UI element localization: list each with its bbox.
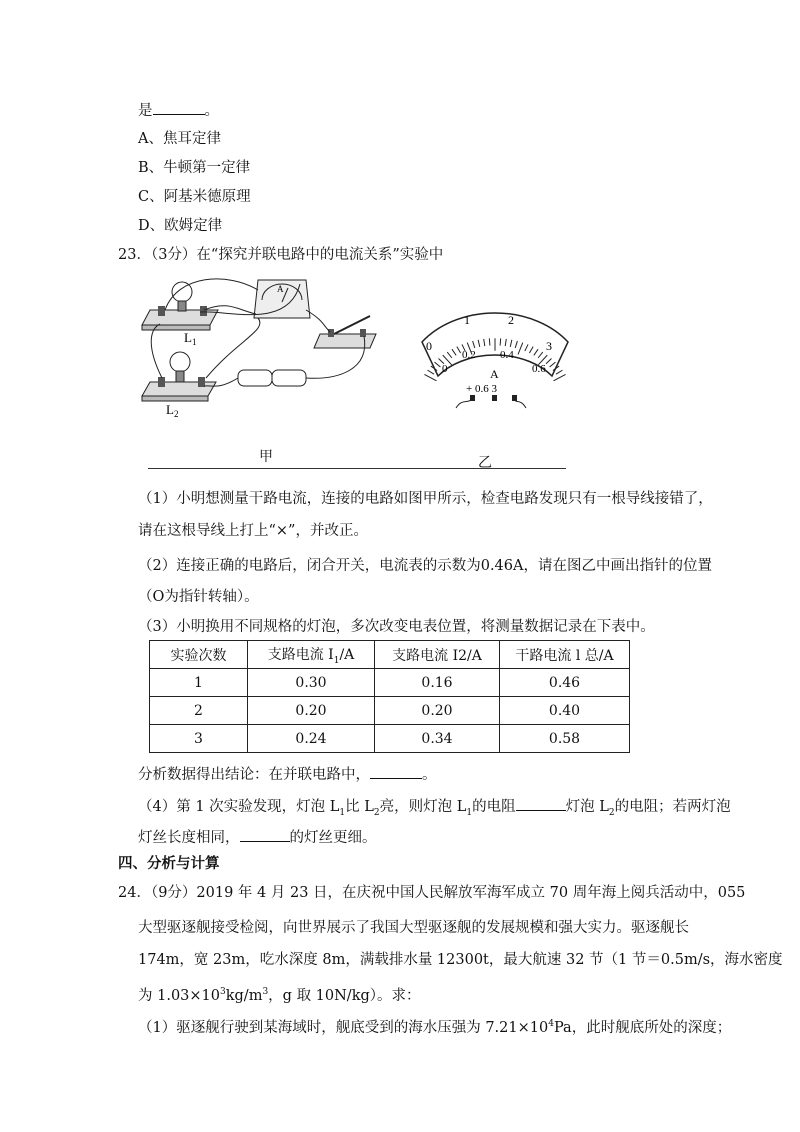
table-cell: 0.20 [248,697,375,725]
q24-l4: 为 $1.03\times 10^3kg/m^3$，g 取 10N/kg）。求： [138,987,421,1004]
table-cell: 2 [150,697,248,725]
table-cell: 0.24 [248,725,375,753]
scale-bottom-3: 0.6 [532,363,546,375]
q23-p1a: （1）小明想测量干路电流，连接的电路如图甲所示，检查电路发现只有一根导线接错了， [138,491,713,507]
q22-tail-text: 是 [138,103,153,119]
scale-bottom-1: 0.2 [462,349,476,361]
scale-bottom-2: 0.4 [500,349,514,361]
scale-top-0: 0 [426,339,432,353]
table-row [150,669,630,697]
table-header-row [150,641,630,669]
conclusion-text: 分析数据得出结论：在并联电路中， [138,767,370,783]
table-cell: 0.34 [375,725,500,753]
q23-p4a: （4）第 1 次实验发现，灯泡 $L_1$比 $L_2$亮，则灯泡 $L_1$的电阻 灯泡 $L_2$的电阻；若两灯泡 [138,796,731,823]
meter-terminals: + 0.6 3 [466,383,497,395]
scale-top-3: 3 [546,339,552,353]
option-b: B、牛顿第一定律 [138,160,251,176]
table-row [150,697,630,725]
table-header: 支路电流 $I_1/A$ [248,641,375,669]
scale-tick [554,374,566,380]
circuit-diagram [138,270,398,430]
q23-p2b: （O为指针转轴）。 [138,589,259,605]
scale-top-2: 2 [508,313,514,327]
table-header: 干路电流 l 总/A [500,641,630,669]
table-cell: 1 [150,669,248,697]
l1-label: $L_1$ [184,330,197,347]
scale-tick [427,370,434,374]
scale-bottom-0: 0 [442,363,448,375]
table-cell: 0.16 [375,669,500,697]
table-header: 支路电流 I2/A [375,641,500,669]
table-cell: 0.58 [500,725,630,753]
q22-tail-end: 。 [204,103,219,119]
q24-l3: 174m，宽 23m，吃水深度 8m，满载排水量 12300t，最大航速 32 节（1 节＝0.5m/s，海水密度 [138,952,783,968]
q23-p4b: 灯丝长度相同， 的灯丝更细。 [138,827,377,848]
answer-blank[interactable] [240,827,290,842]
table-header: 实验次数 [150,641,248,669]
table-row [150,725,630,753]
table-cell: 0.30 [248,669,375,697]
ammeter-dial [416,300,576,420]
conclusion-end: 。 [422,767,437,783]
q23-p1b: 请在这根导线上打上“×”，并改正。 [138,523,368,539]
scale-tick [500,338,501,345]
data-table [149,640,630,753]
meter-letter: A [490,367,499,381]
scale-top-1: 1 [464,313,470,327]
l2-label: $L_2$ [166,402,179,419]
answer-blank[interactable] [153,100,205,115]
scale-tick [556,370,563,374]
option-c: C、阿基米德原理 [138,189,251,205]
q23-p2a: （2）连接正确的电路后，闭合开关，电流表的示数为0.46A，请在图乙中画出指针的位置 [138,558,712,574]
q23-p3: （3）小明换用不同规格的灯泡，多次改变电表位置，将测量数据记录在下表中。 [138,619,655,635]
q23-conclusion [138,764,437,785]
q24-l2: 大型驱逐舰接受检阅，向世界展示了我国大型驱逐舰的发展规模和强大实力。驱逐舰长 [138,920,689,936]
option-a: A、焦耳定律 [138,131,221,147]
scale-tick [489,338,490,345]
q24-l1: 24．（9分）2019 年 4 月 23 日，在庆祝中国人民解放军海军成立 70 周年海上阅兵活动中，055 [118,885,746,901]
scale-tick [424,374,436,380]
table-cell: 0.40 [500,697,630,725]
table-cell: 0.20 [375,697,500,725]
ammeter-letter: A [277,284,284,294]
section-title: 四、分析与计算 [118,856,220,872]
answer-blank[interactable] [516,796,566,811]
table-cell: 3 [150,725,248,753]
caption-left: 甲 [259,449,273,465]
answer-blank[interactable] [370,764,422,779]
figure-baseline [148,468,566,469]
q24-l5: （1）驱逐舰行驶到某海域时，舰底受到的海水压强为 $7.21\times 10^4Pa$，此时舰底所处的深度； [138,1019,732,1036]
q23-header: 23．（3分）在“探究并联电路中的电流关系”实验中 [118,247,444,263]
caption-right: 乙 [478,455,492,471]
option-d: D、欧姆定律 [138,218,223,234]
table-cell: 0.46 [500,669,630,697]
q22-tail [138,100,219,121]
